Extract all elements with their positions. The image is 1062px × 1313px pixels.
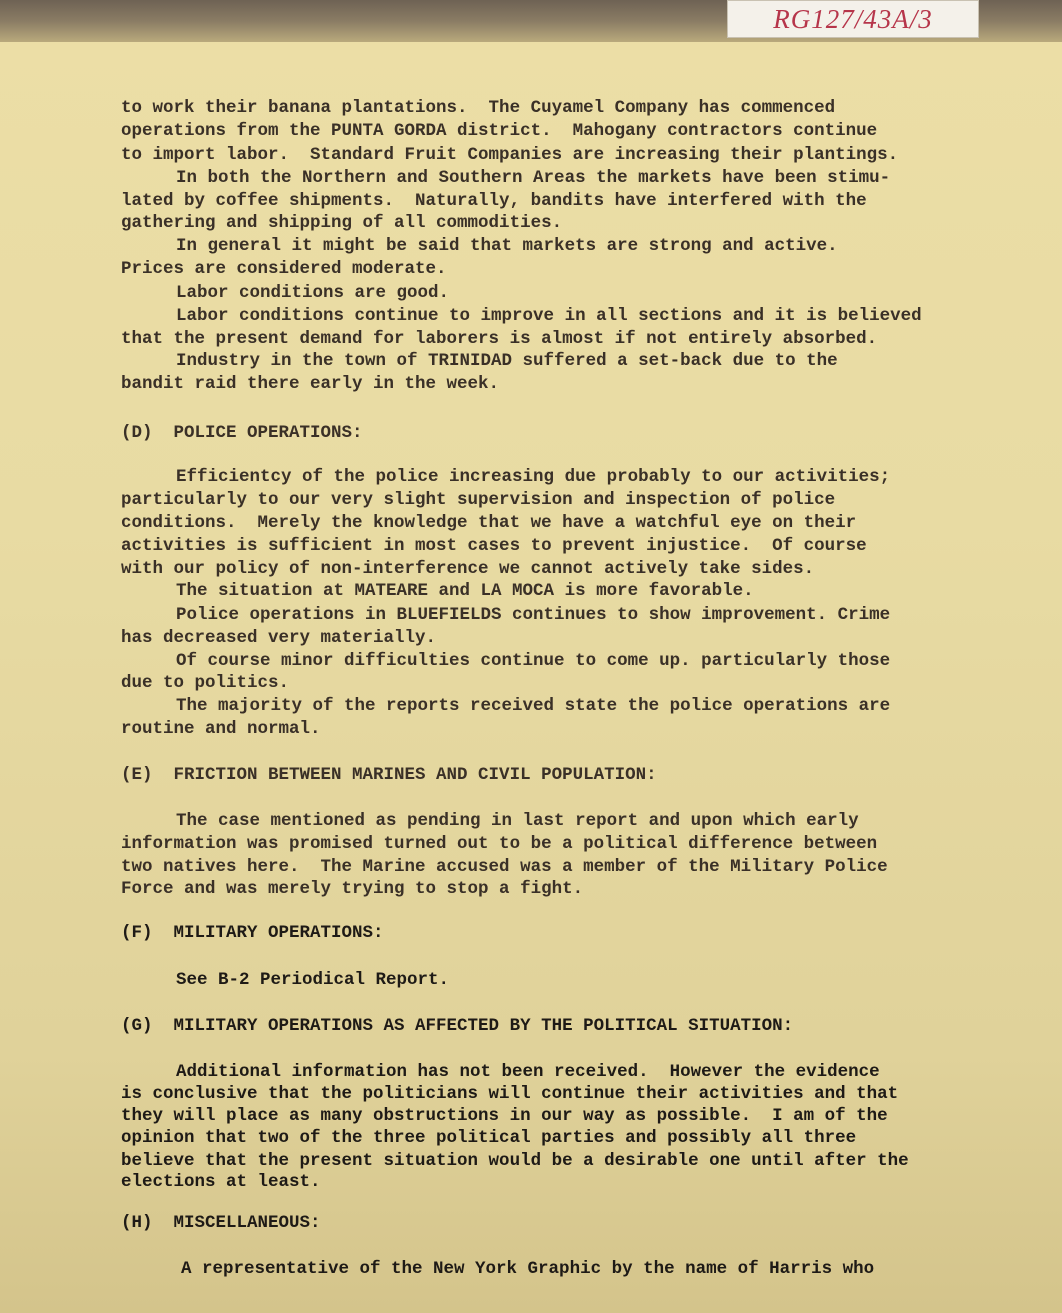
text-line: Of course minor difficulties continue to come up. particularly those (176, 651, 891, 671)
text-line: The situation at MATEARE and LA MOCA is more favorable. (176, 581, 754, 601)
text-line: Labor conditions continue to improve in all sections and it is believed (176, 306, 922, 326)
text-line: Efficientcy of the police increasing due probably to our activities; (176, 467, 891, 487)
section-heading-friction: (E) FRICTION BETWEEN MARINES AND CIVIL POPULATION: (121, 765, 657, 785)
text-line: has decreased very materially. (121, 628, 437, 648)
text-line: The majority of the reports received state the police operations are (176, 696, 891, 716)
text-line: A representative of the New York Graphic by the name of Harris who (181, 1259, 875, 1279)
text-line: Police operations in BLUEFIELDS continues to show improvement. Crime (176, 605, 891, 625)
text-line: due to politics. (121, 673, 290, 693)
text-line: routine and normal. (121, 719, 321, 739)
text-line: See B-2 Periodical Report. (176, 970, 450, 990)
text-line: Additional information has not been received. However the evidence (176, 1062, 880, 1082)
text-line: conditions. Merely the knowledge that we have a watchful eye on their (121, 513, 857, 533)
text-line: gathering and shipping of all commodities. (121, 213, 563, 233)
text-line: particularly to our very slight supervision and inspection of police (121, 490, 836, 510)
text-line: Prices are considered moderate. (121, 259, 447, 279)
text-line: elections at least. (121, 1172, 321, 1192)
section-heading-military: (F) MILITARY OPERATIONS: (121, 923, 384, 943)
text-line: lated by coffee shipments. Naturally, bandits have interfered with the (121, 191, 867, 211)
text-line: that the present demand for laborers is almost if not entirely absorbed. (121, 329, 878, 349)
text-line: The case mentioned as pending in last report and upon which early (176, 811, 859, 831)
text-line: to work their banana plantations. The Cuyamel Company has commenced (121, 98, 836, 118)
text-line: with our policy of non-interference we cannot actively take sides. (121, 559, 815, 579)
text-line: bandit raid there early in the week. (121, 374, 500, 394)
text-line: activities is sufficient in most cases to prevent injustice. Of course (121, 536, 867, 556)
text-line: they will place as many obstructions in our way as possible. I am of the (121, 1106, 888, 1126)
text-line: believe that the present situation would be a desirable one until after the (121, 1151, 909, 1171)
text-line: operations from the PUNTA GORDA district. Mahogany contractors continue (121, 121, 878, 141)
text-line: information was promised turned out to be a political difference between (121, 834, 878, 854)
archive-reference-tab: RG127/43A/3 (727, 0, 979, 38)
text-line: Force and was merely trying to stop a fight. (121, 879, 584, 899)
text-line: two natives here. The Marine accused was a member of the Military Police (121, 857, 888, 877)
section-heading-political: (G) MILITARY OPERATIONS AS AFFECTED BY THE POLITICAL SITUATION: (121, 1016, 794, 1036)
section-heading-police: (D) POLICE OPERATIONS: (121, 423, 363, 443)
text-line: In both the Northern and Southern Areas the markets have been stimu- (176, 168, 891, 188)
section-heading-miscellaneous: (H) MISCELLANEOUS: (121, 1213, 321, 1233)
text-line: Industry in the town of TRINIDAD suffered a set-back due to the (176, 351, 838, 371)
text-line: In general it might be said that markets are strong and active. (176, 236, 838, 256)
text-line: to import labor. Standard Fruit Companies are increasing their plantings. (121, 145, 899, 165)
text-line: is conclusive that the politicians will continue their activities and that (121, 1084, 899, 1104)
text-line: opinion that two of the three political parties and possibly all three (121, 1128, 857, 1148)
text-line: Labor conditions are good. (176, 283, 450, 303)
